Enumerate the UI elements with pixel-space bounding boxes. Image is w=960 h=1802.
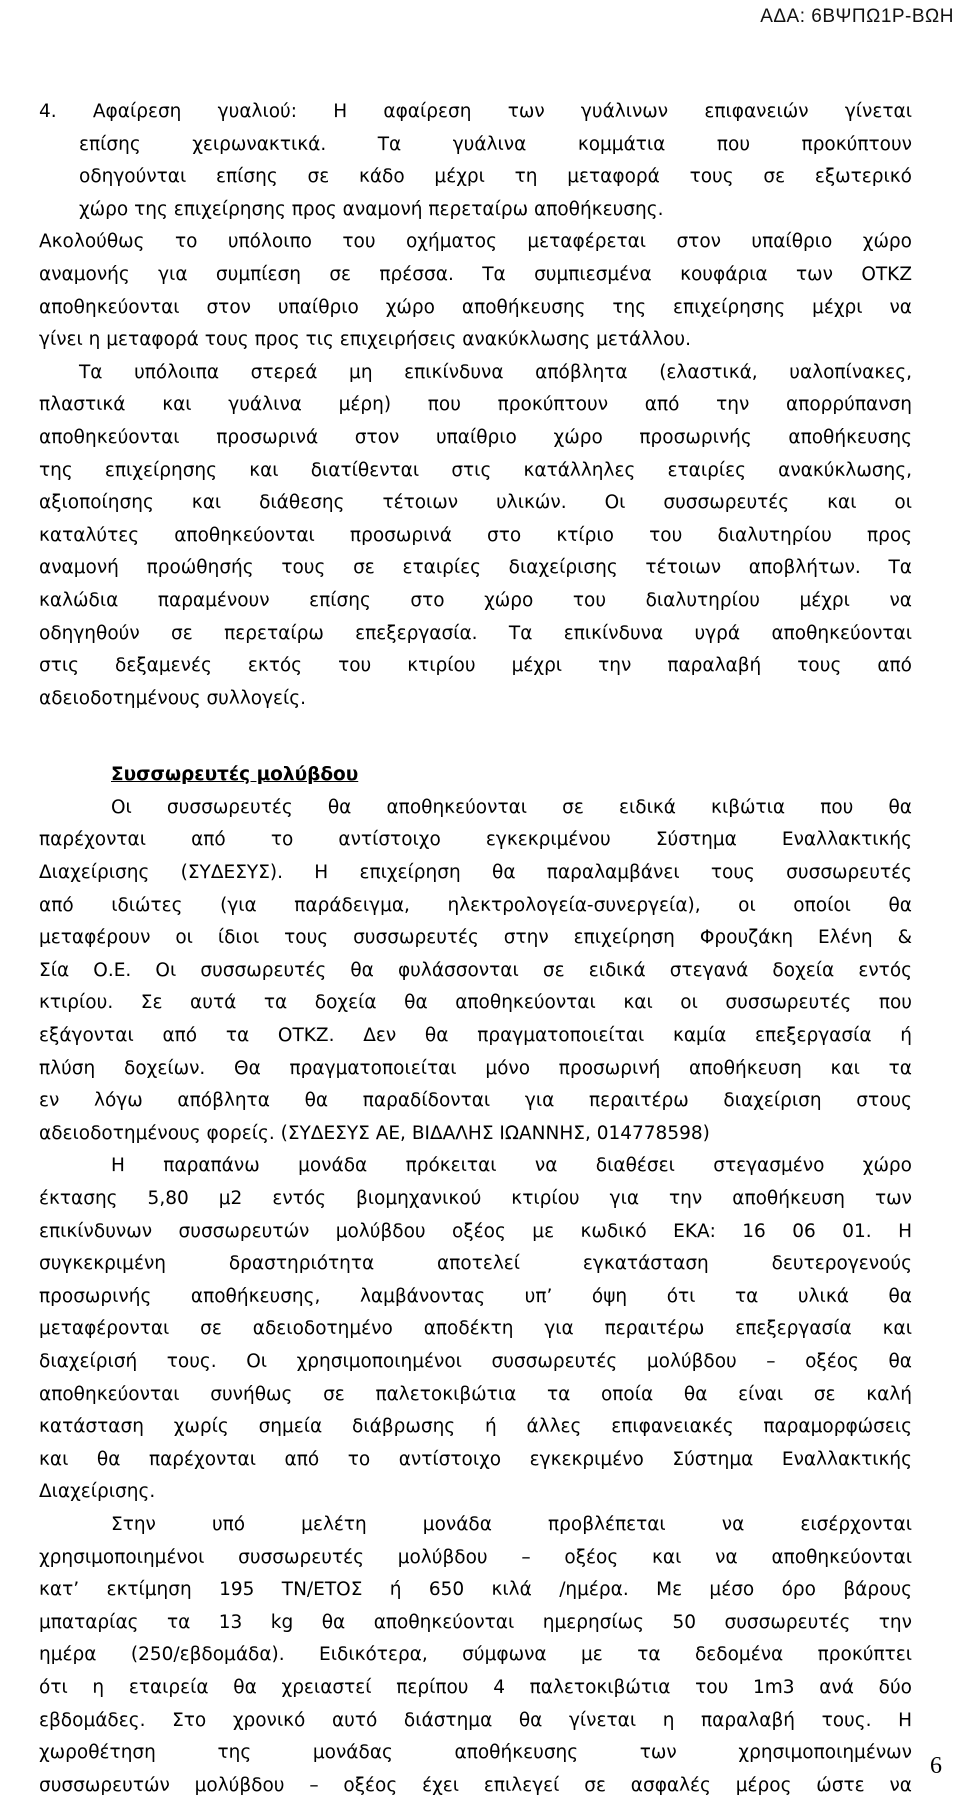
text-line: ότι η εταιρεία θα χρειαστεί περίπου 4 παλετοκιβώτια του 1m3 ανά δύο (39, 1676, 912, 1698)
section-heading: Συσσωρευτές μολύβδου (111, 764, 359, 786)
section-spacer (39, 715, 912, 759)
text-line: εξάγονται από τα ΟΤΚΖ. Δεν θα πραγματοποιείται καμία επεξεργασία ή (39, 1025, 912, 1047)
text-line: καλώδια παραμένουν επίσης στο χώρο του διαλυτηρίου μέχρι να (39, 589, 912, 611)
text-line: μεταφέρουν οι ίδιοι τους συσσωρευτές στην επιχείρηση Φρουζάκη Ελένη & (39, 927, 912, 949)
text-line: κατάσταση χωρίς σημεία διάβρωσης ή άλλες επιφανειακές παραμορφώσεις (39, 1416, 912, 1438)
text-line: Στην υπό μελέτη μονάδα προβλέπεται να εισέρχονται (111, 1513, 912, 1535)
text-line: γίνει η μεταφορά τους προς τις επιχειρήσεις ανακύκλωσης μετάλλου. (39, 329, 692, 351)
text-line: κατ’ εκτίμηση 195 ΤΝ/ΕΤΟΣ ή 650 κιλά /ημέρα. Με μέσο όρο βάρους (39, 1579, 912, 1601)
document-body (39, 96, 912, 1802)
text-line: διαχείρισή τους. Οι χρησιμοποιημένοι συσσωρευτές μολύβδου – οξέος θα (39, 1350, 912, 1372)
text-line: Διαχείρισης. (39, 1481, 156, 1503)
text-line: Οι συσσωρευτές θα αποθηκεύονται σε ειδικά κιβώτια που θα (111, 796, 912, 818)
text-line: στις δεξαμενές εκτός του κτιρίου μέχρι την παραλαβή τους από (39, 655, 912, 677)
text-line: οδηγούνται επίσης σε κάδο μέχρι τη μεταφορά τους σε εξωτερικό (79, 166, 912, 188)
text-line: προσωρινής αποθήκευσης, λαμβάνοντας υπ’ όψη ότι τα υλικά θα (39, 1285, 912, 1307)
page-number: 6 (930, 1753, 942, 1779)
text-line: επίσης χειρωνακτικά. Τα γυάλινα κομμάτια που προκύπτουν (79, 133, 912, 155)
text-line: αξιοποίησης και διάθεσης τέτοιων υλικών. Οι συσσωρευτές και οι (39, 492, 912, 514)
text-line: οδηγηθούν σε περεταίρω επεξεργασία. Τα επικίνδυνα υγρά αποθηκεύονται (39, 622, 912, 644)
text-line: ημέρα (250/εβδομάδα). Ειδικότερα, σύμφωνα με τα δεδομένα προκύπτει (39, 1644, 912, 1666)
text-line: αναμονής για συμπίεση σε πρέσσα. Τα συμπιεσμένα κουφάρια των ΟΤΚΖ (39, 263, 912, 285)
text-line: καταλύτες αποθηκεύονται προσωρινά στο κτίριο του διαλυτηρίου προς (39, 524, 912, 546)
text-line: έκτασης 5,80 μ2 εντός βιομηχανικού κτιρίου για την αποθήκευση των (39, 1188, 912, 1209)
text-line: παρέχονται από το αντίστοιχο εγκεκριμένου Σύστημα Εναλλακτικής (39, 829, 912, 851)
text-line: κτιρίου. Σε αυτά τα δοχεία θα αποθηκεύονται και οι συσσωρευτές που (39, 992, 912, 1014)
text-line: χωροθέτηση της μονάδας αποθήκευσης των χρησιμοποιημένων (39, 1742, 912, 1764)
text-line: Διαχείρισης (ΣΥΔΕΣΥΣ). Η επιχείρηση θα παραλαμβάνει τους συσσωρευτές (39, 862, 912, 884)
text-line: της επιχείρησης και διατίθενται στις κατάλληλες εταιρίες ανακύκλωσης, (39, 459, 912, 481)
text-line: εβδομάδες. Στο χρονικό αυτό διάστημα θα γίνεται η παραλαβή τους. Η (39, 1709, 912, 1731)
text-line: συσσωρευτών μολύβδου – οξέος έχει επιλεγεί σε ασφαλές μέρος ώστε να (39, 1774, 912, 1796)
text-line: μεταφέρονται σε αδειοδοτημένο αποδέκτη για περαιτέρω επεξεργασία και (39, 1318, 912, 1340)
text-line: χώρο της επιχείρησης προς αναμονή περεταίρω αποθήκευσης. (79, 198, 664, 220)
document-code: ΑΔΑ: 6ΒΨΠΩ1Ρ-ΒΩΗ (760, 6, 954, 27)
text-line: Σία Ο.Ε. Οι συσσωρευτές θα φυλάσσονται σε ειδικά στεγανά δοχεία εντός (39, 959, 912, 981)
text-line: και θα παρέχονται από το αντίστοιχο εγκεκριμένο Σύστημα Εναλλακτικής (39, 1448, 912, 1470)
text-line: αναμονή προώθησής τους σε εταιρίες διαχείρισης τέτοιων αποβλήτων. Τα (39, 557, 912, 579)
text-line: μπαταρίας τα 13 kg θα αποθηκεύονται ημερησίως 50 συσσωρευτές την (39, 1611, 912, 1633)
text-line: πλαστικά και γυάλινα μέρη) που προκύπτουν από την απορρύπανση (39, 394, 912, 416)
text-line: από ιδιώτες (για παράδειγμα, ηλεκτρολογεία-συνεργεία), οι οποίοι θα (39, 894, 912, 916)
text-line: επικίνδυνων συσσωρευτών μολύβδου οξέος με κωδικό ΕΚΑ: 16 06 01. Η (39, 1220, 912, 1242)
text-line: 4. Αφαίρεση γυαλιού: Η αφαίρεση των γυάλινων επιφανειών γίνεται (39, 101, 912, 122)
text-line: Ακολούθως το υπόλοιπο του οχήματος μεταφέρεται στον υπαίθριο χώρο (39, 231, 912, 253)
text-line: αποθηκεύονται προσωρινά στον υπαίθριο χώρο προσωρινής αποθήκευσης (39, 426, 912, 448)
text-line: αδειοδοτημένους συλλογείς. (39, 687, 307, 709)
text-line: πλύση δοχείων. Θα πραγματοποιείται μόνο προσωρινή αποθήκευση και τα (39, 1057, 912, 1079)
text-line: αδειοδοτημένους φορείς. (ΣΥΔΕΣΥΣ ΑΕ, ΒΙΔΑΛΗΣ ΙΩΑΝΝΗΣ, 014778598) (39, 1122, 710, 1144)
text-line: αποθηκεύονται στον υπαίθριο χώρο αποθήκευσης της επιχείρησης μέχρι να (39, 296, 912, 318)
text-line: χρησιμοποιημένοι συσσωρευτές μολύβδου – οξέος και να αποθηκεύονται (39, 1546, 912, 1568)
text-line: αποθηκεύονται συνήθως σε παλετοκιβώτια τα οποία θα είναι σε καλή (39, 1383, 912, 1405)
text-line: συγκεκριμένη δραστηριότητα αποτελεί εγκατάσταση δευτερογενούς (39, 1253, 912, 1275)
text-line: Τα υπόλοιπα στερεά μη επικίνδυνα απόβλητα (ελαστικά, υαλοπίνακες, (79, 361, 912, 383)
text-line: Η παραπάνω μονάδα πρόκειται να διαθέσει στεγασμένο χώρο (111, 1155, 912, 1177)
text-line: εν λόγω απόβλητα θα παραδίδονται για περαιτέρω διαχείριση στους (39, 1090, 912, 1112)
